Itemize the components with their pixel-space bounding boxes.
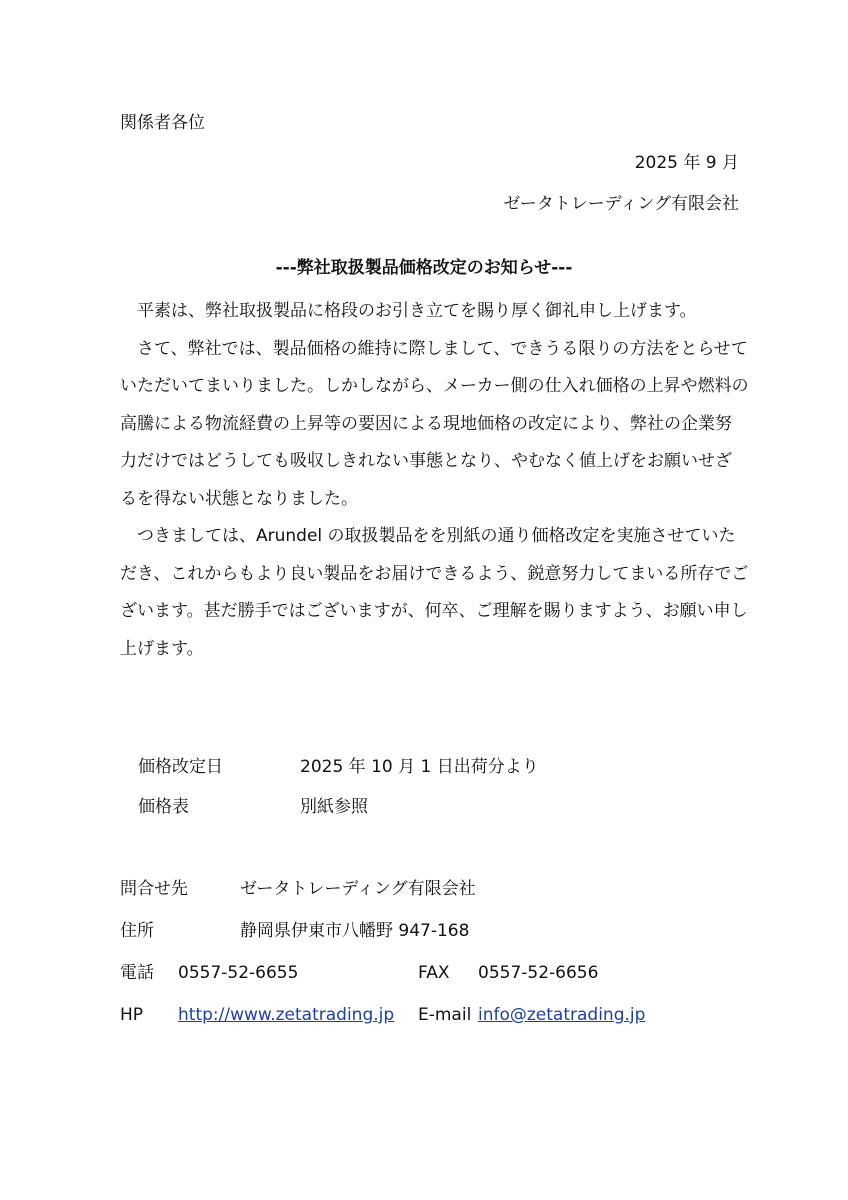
addressee: 関係者各位 (120, 113, 205, 133)
homepage-label: HP (120, 1005, 144, 1025)
fax-label: FAX (418, 963, 450, 983)
paragraph-line: つきましては、Arundel の取扱製品をを別紙の通り価格改定を実施させていた (137, 526, 736, 546)
price-list-label: 価格表 (138, 797, 189, 817)
price-list-value: 別紙参照 (300, 797, 368, 817)
homepage-link[interactable]: http://www.zetatrading.jp (178, 1005, 395, 1025)
paragraph-line: るを得ない状態となりました。 (120, 488, 358, 509)
inquiry-company: ゼータトレーディング有限会社 (240, 879, 476, 899)
email-label: E-mail (418, 1005, 472, 1025)
phone-number: 0557-52-6655 (178, 963, 299, 983)
paragraph-line: さて、弊社では、製品価格の維持に際しまして、できうる限りの方法をとらせて (137, 338, 748, 359)
fax-number: 0557-52-6656 (478, 963, 599, 983)
address-label: 住所 (120, 921, 154, 941)
paragraph-line: ざいます。甚だ勝手ではございますが、何卒、ご理解を賜りますよう、お願い申し (120, 601, 748, 621)
paragraph-line: 高騰による物流経費の上昇等の要因による現地価格の改定により、弊社の企業努 (120, 413, 732, 434)
revision-date-value: 2025 年 10 月 1 日出荷分より (300, 757, 539, 777)
paragraph-line: だき、これからもより良い製品をお届けできるよう、鋭意努力してまいる所存でご (120, 563, 749, 584)
paragraph-reason (120, 331, 749, 519)
notice-body (120, 293, 749, 668)
paragraph-line: 上げます。 (120, 638, 204, 659)
address-value: 静岡県伊東市八幡野 947-168 (240, 921, 470, 941)
revision-date-label: 価格改定日 (138, 757, 223, 777)
email-link[interactable]: info@zetatrading.jp (478, 1005, 646, 1025)
paragraph-request (120, 518, 749, 668)
issue-date: 2025 年 9 月 (634, 153, 739, 173)
sender-company: ゼータトレーディング有限会社 (503, 194, 739, 214)
notice-title: ---弊社取扱製品価格改定のお知らせ--- (275, 258, 573, 278)
paragraph-greeting: 平素は、弊社取扱製品に格段のお引き立てを賜り厚く御礼申し上げます。 (137, 301, 697, 321)
paragraph-line: いただいてまいりました。しかしながら、メーカー側の仕入れ価格の上昇や燃料の (120, 376, 749, 396)
phone-label: 電話 (120, 963, 154, 983)
inquiry-label: 問合せ先 (120, 879, 188, 899)
paragraph-line: 力だけではどうしても吸収しきれない事態となり、やむなく値上げをお願いせざ (120, 451, 732, 471)
